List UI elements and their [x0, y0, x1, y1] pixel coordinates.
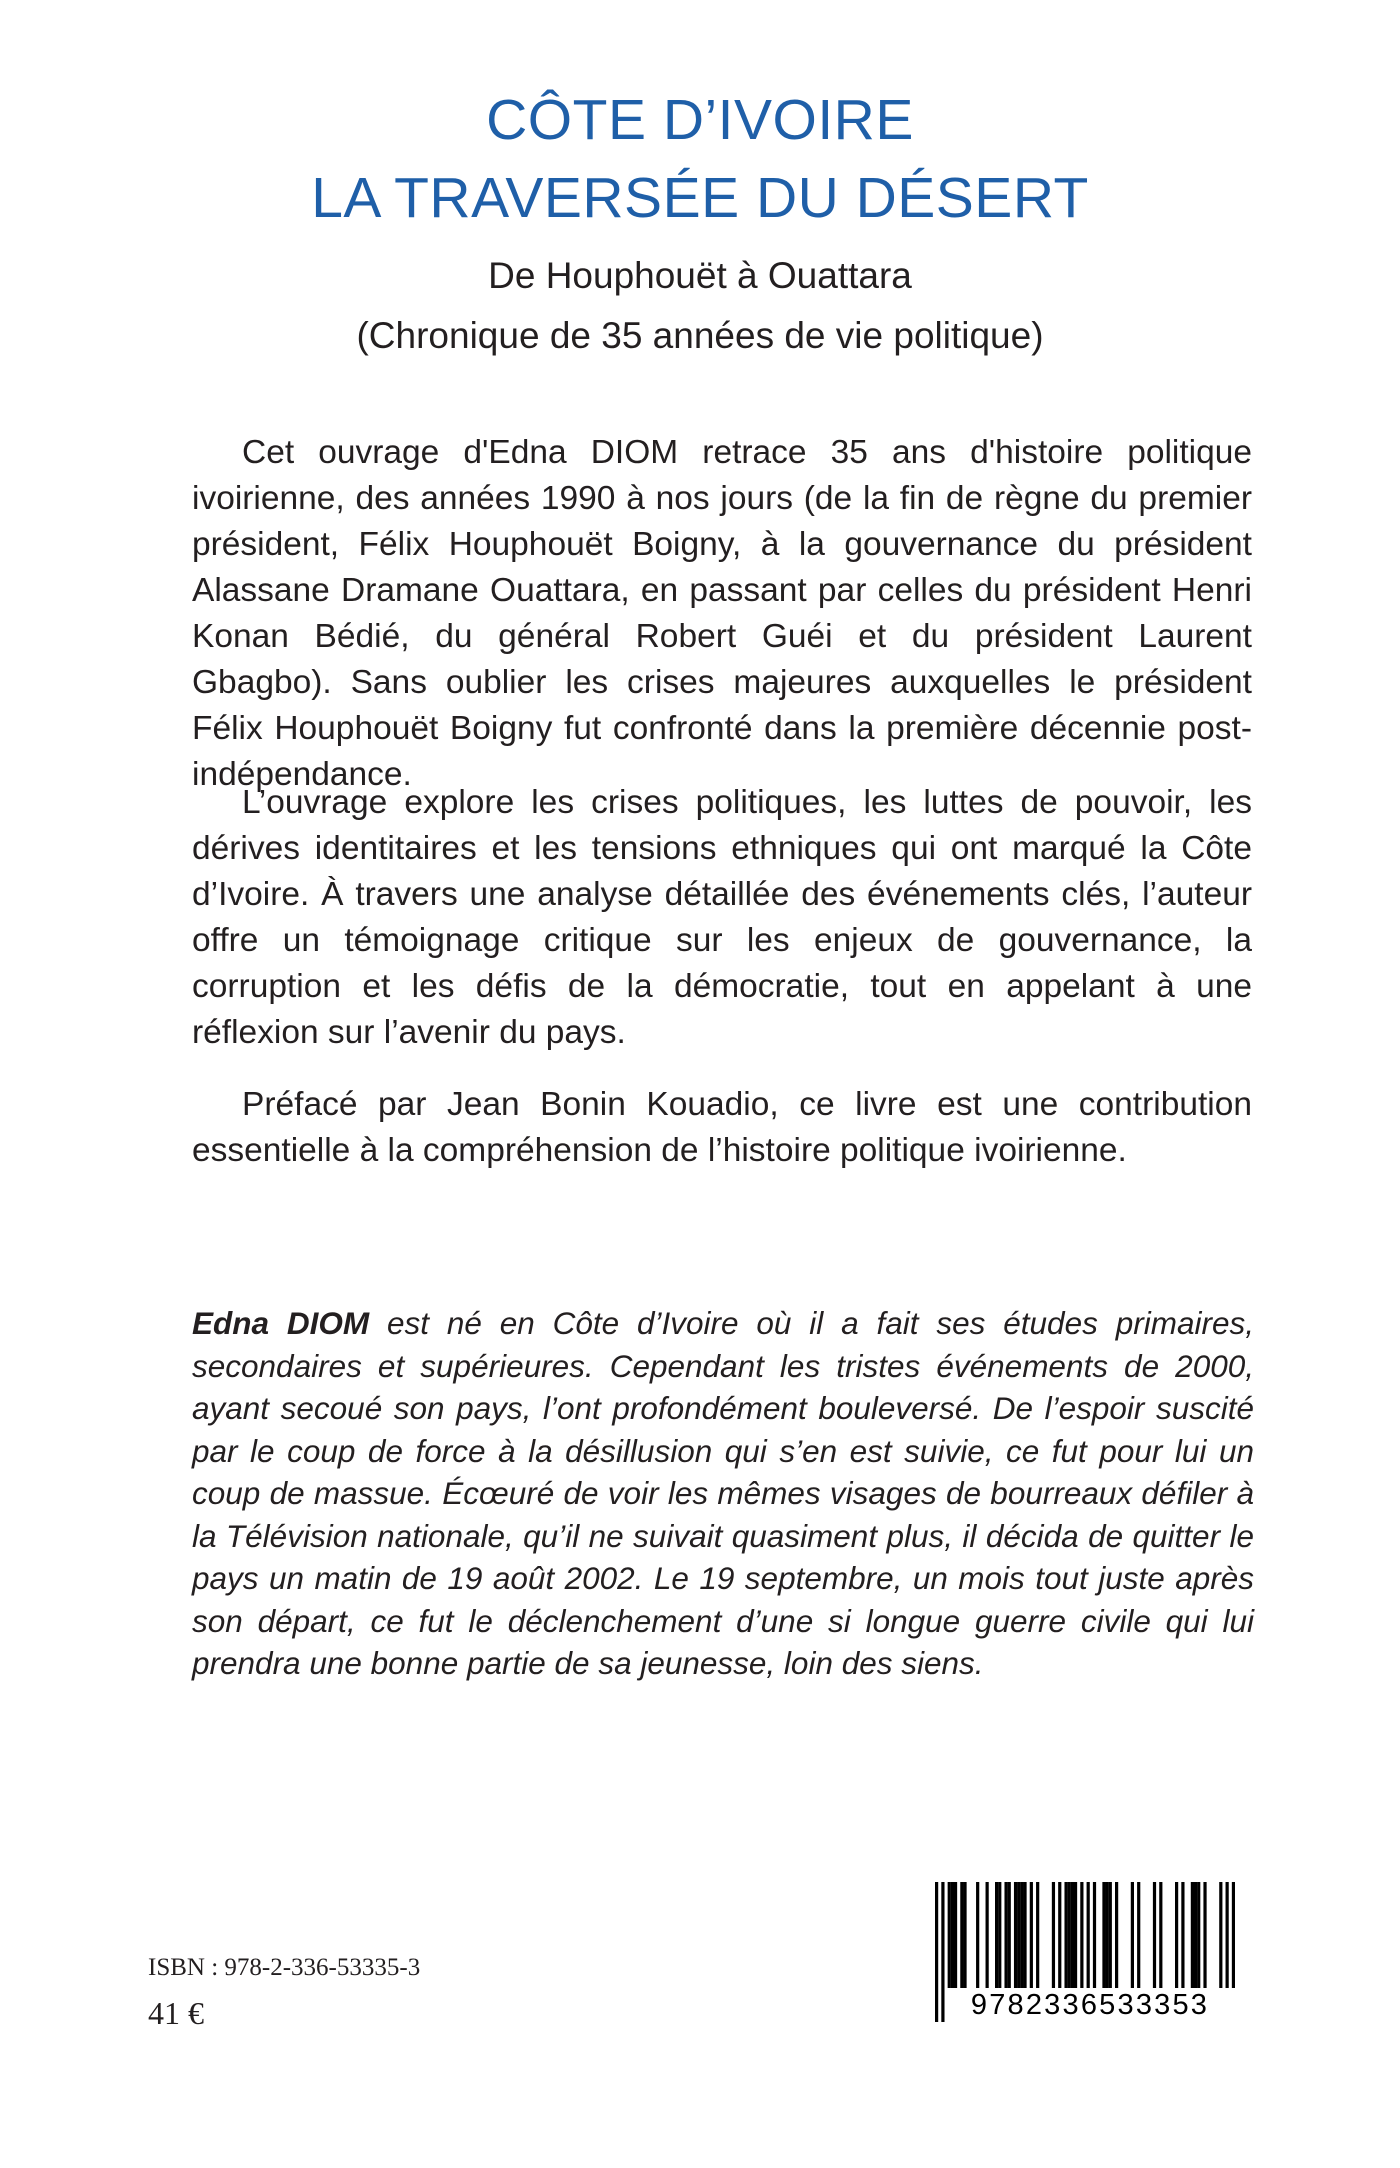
barcode-bar — [935, 1882, 938, 2022]
book-title-line-2: LA TRAVERSÉE DU DÉSERT — [311, 166, 1089, 230]
isbn: ISBN : 978-2-336-53335-3 — [148, 1954, 421, 1981]
summary-paragraph-2: L’ouvrage explore les crises politiques, les luttes de pouvoir, les dérives identitaires et les tensions ethniques qui ont marqué la Côte d’Ivoire. À travers une analyse détaillée des événements clés, l’auteur offre un témoignage critique sur les enjeux de gouvernance, la corruption et les défis de la démocratie, tout en appelant à une réflexion sur l’avenir du pays. — [192, 784, 1252, 1051]
book-subtitle-line-2: (Chronique de 35 années de vie politique) — [356, 315, 1044, 356]
author-name: Edna DIOM — [192, 1305, 370, 1341]
barcode-digits: 9782336533353 — [945, 1988, 1235, 2022]
summary-paragraph-1: Cet ouvrage d'Edna DIOM retrace 35 ans d'histoire politique ivoirienne, des années 1990 à nos jours (de la fin de règne du premier président, Félix Houphouët Boigny, à la gouvernance du président Alassane Dramane Ouattara, en passant par celles du président Henri Konan Bédié, du général Robert Guéi et du président Laurent Gbagbo). Sans oublier les crises majeures auxquelles le président Félix Houphouët Boigny fut confronté dans la première décennie post-indépendance. — [192, 434, 1252, 793]
author-bio — [192, 1302, 1254, 1685]
book-title-line-1: CÔTE D’IVOIRE — [486, 88, 914, 152]
book-subtitle-line-1: De Houphouët à Ouattara — [488, 255, 912, 296]
summary-paragraph-3: Préfacé par Jean Bonin Kouadio, ce livre est une contribution essentielle à la compréhension de l’histoire politique ivoirienne. — [192, 1086, 1252, 1169]
author-bio-text: est né en Côte d’Ivoire où il a fait ses études primaires, secondaires et supérieures. Cependant les tristes événements de 2000, ayant secoué son pays, l’ont profondément bouleversé. De l’espoir suscité par le coup de force à la désillusion qui s’en est suivie, ce fut pour lui un coup de massue. Écœuré de voir les mêmes visages de bourreaux défiler à la Télévision nationale, qu’il ne suivait quasiment plus, il décida de quitter le pays un matin de 19 août 2002. Le 19 septembre, un mois tout juste après son départ, ce fut le déclenchement d’une si longue guerre civile qui lui prendra une bonne partie de sa jeunesse, loin des siens. — [192, 1305, 1254, 1681]
price: 41 € — [148, 1995, 204, 2031]
